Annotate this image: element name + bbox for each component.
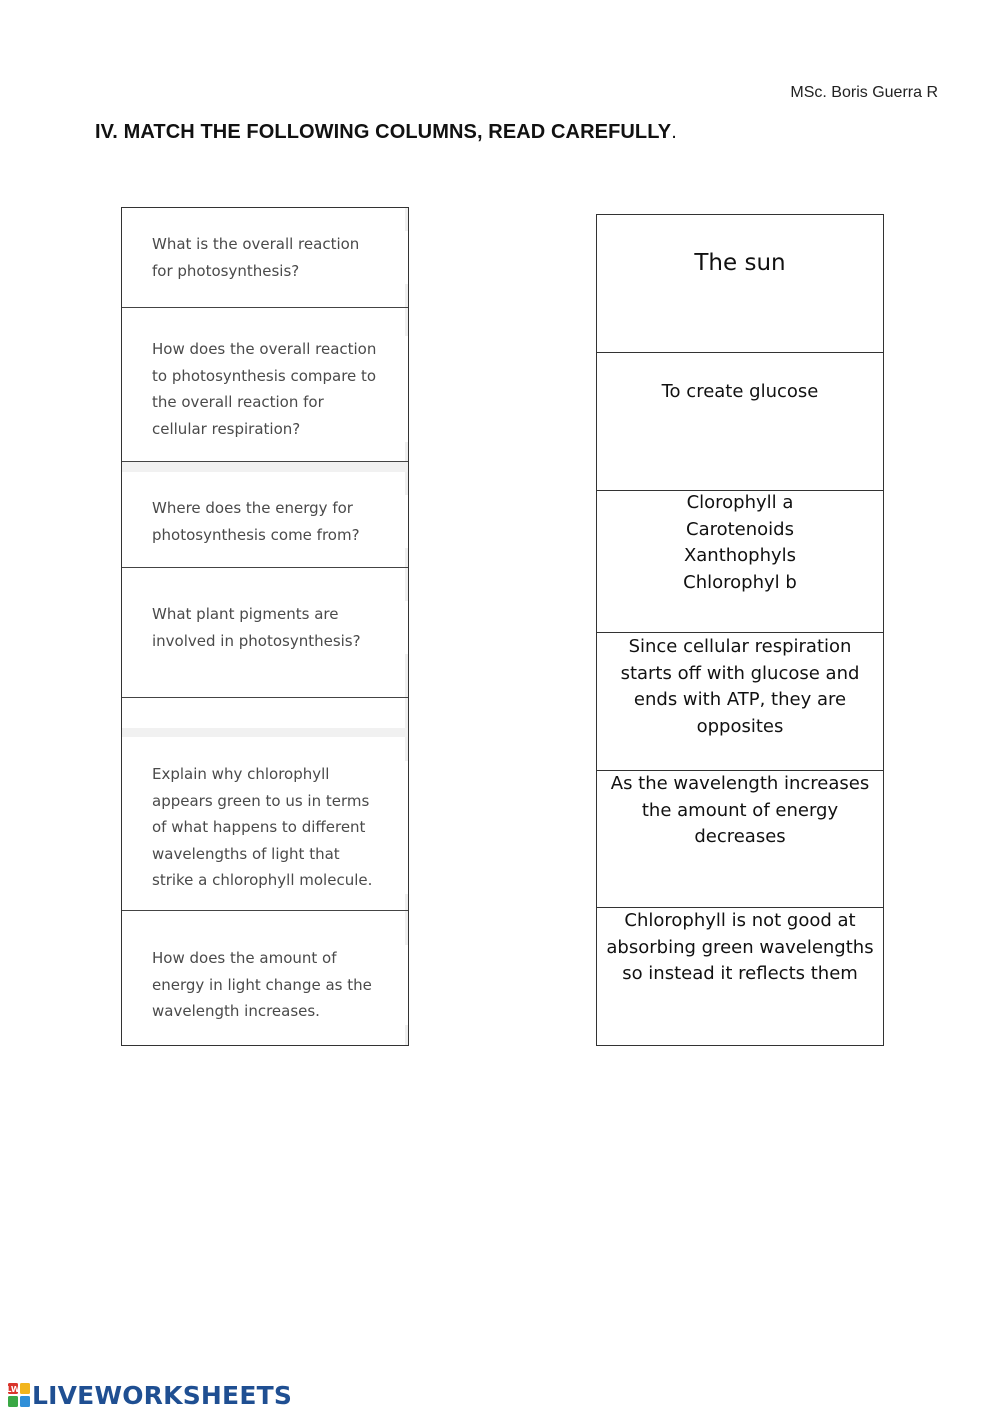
answer-4-line: opposites bbox=[696, 715, 784, 737]
answer-3[interactable] bbox=[597, 490, 883, 596]
question-5[interactable] bbox=[122, 761, 408, 894]
heading-period: . bbox=[671, 121, 677, 143]
answer-2[interactable] bbox=[597, 379, 883, 406]
answer-5-line: decreases bbox=[694, 826, 786, 848]
answer-3-line: Clorophyll a bbox=[686, 492, 794, 513]
question-divider bbox=[122, 567, 408, 568]
answer-4-line: starts off with glucose and bbox=[620, 662, 860, 684]
worksheet-heading bbox=[95, 121, 677, 144]
answer-4-line: ends with ATP, they are bbox=[633, 689, 847, 711]
answer-4[interactable] bbox=[597, 634, 883, 740]
liveworksheets-logo bbox=[8, 1380, 292, 1410]
question-divider bbox=[122, 697, 408, 698]
question-divider bbox=[122, 307, 408, 308]
question-2-text: How does the overall reaction to photosynthesis compare to the overall reaction for cellular respiration? bbox=[152, 340, 377, 438]
answer-6-line: so instead it reflects them bbox=[622, 963, 858, 985]
answer-4-line: Since cellular respiration bbox=[628, 636, 852, 657]
question-5-text: Explain why chlorophyll appears green to us in terms of what happens to different wavelengths of light that strike a chlorophyll molecule. bbox=[152, 765, 373, 889]
answer-1-line: The sun bbox=[694, 250, 786, 276]
answer-5-line: the amount of energy bbox=[641, 799, 839, 821]
liveworksheets-logo-text: LIVEWORKSHEETS bbox=[32, 1380, 293, 1410]
question-6[interactable] bbox=[122, 945, 408, 1025]
question-4[interactable] bbox=[122, 601, 408, 654]
question-gap-band bbox=[122, 728, 408, 737]
question-divider bbox=[122, 910, 408, 911]
answer-2-line: To create glucose bbox=[661, 381, 819, 402]
question-6-text: How does the amount of energy in light change as the wavelength increases. bbox=[152, 949, 372, 1020]
answer-3-line: Chlorophyl b bbox=[683, 571, 797, 593]
heading-text: IV. MATCH THE FOLLOWING COLUMNS, READ CAREFULLY bbox=[95, 121, 672, 143]
answer-6[interactable] bbox=[597, 908, 883, 988]
question-1-text: What is the overall reaction for photosynthesis? bbox=[152, 235, 360, 280]
author-name: MSc. Boris Guerra R bbox=[790, 84, 938, 101]
question-2[interactable] bbox=[122, 336, 408, 442]
question-gap-band bbox=[122, 462, 408, 472]
answer-3-line: Xanthophyls bbox=[683, 545, 797, 567]
answer-6-line: absorbing green wavelengths bbox=[606, 936, 874, 958]
answer-5-line: As the wavelength increases bbox=[610, 773, 870, 794]
answer-3-line: Carotenoids bbox=[686, 518, 794, 540]
liveworksheets-logo-icon bbox=[8, 1383, 30, 1407]
question-4-text: What plant pigments are involved in photosynthesis? bbox=[152, 605, 361, 650]
answer-5[interactable] bbox=[597, 771, 883, 851]
answer-6-line: Chlorophyll is not good at bbox=[624, 910, 856, 931]
answer-divider bbox=[597, 632, 883, 633]
logo-mark-letter-l: LW bbox=[6, 1385, 20, 1394]
question-3[interactable] bbox=[122, 495, 408, 548]
answer-1[interactable] bbox=[597, 250, 883, 277]
answers-column bbox=[596, 214, 884, 1046]
answer-divider bbox=[597, 352, 883, 353]
question-1[interactable] bbox=[122, 231, 408, 284]
questions-column bbox=[121, 207, 409, 1046]
question-3-text: Where does the energy for photosynthesis come from? bbox=[152, 499, 360, 544]
